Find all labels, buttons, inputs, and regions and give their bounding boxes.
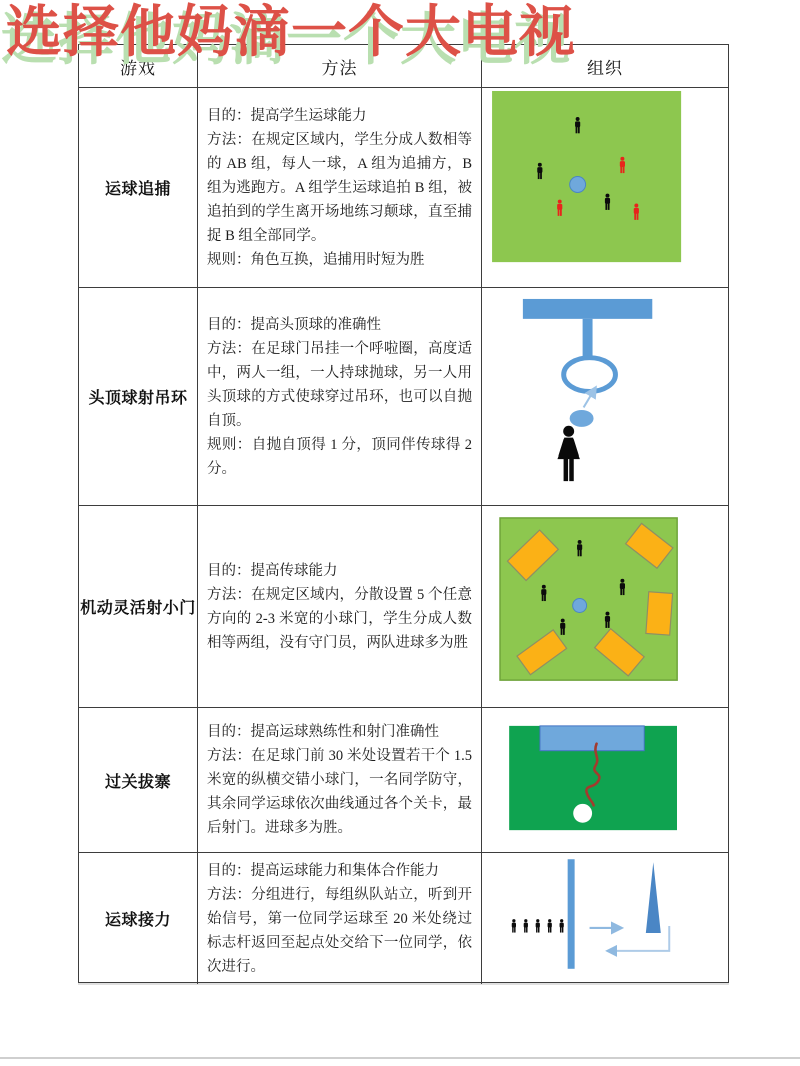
player-icon-black: [512, 919, 516, 932]
dribble-gates-diagram: [482, 708, 728, 852]
watermark-text: 选择他妈滴一个大电视: [6, 2, 576, 64]
table-row: [79, 853, 728, 984]
method-paragraph: 方法：分组进行，每组纵队站立，听到开始信号，第一位同学运球至 20 米处绕过标志杆返回至起点处交给下一位同学，依次进行。: [207, 886, 472, 975]
method-cell: [198, 853, 482, 984]
ball-icon: [570, 177, 586, 193]
method-paragraph: 目的：提高学生运球能力: [207, 107, 367, 124]
method-paragraph: 方法：在规定区域内，学生分成人数相等的 AB 组，每人一球，A 组为追捕方，B 组为逃跑方。A 组学生运球追拍 B 组，被追拍到的学生离开场地练习颠球，直至捕捉 B 组全部同学。: [207, 131, 472, 244]
table-row: [79, 88, 728, 288]
game-name-cell: [79, 506, 198, 707]
method-paragraph: 目的：提高头顶球的准确性: [207, 316, 381, 333]
game-name-cell: [79, 288, 198, 505]
game-name: 头顶球射吊环: [88, 390, 188, 407]
goal-crossbar: [523, 299, 652, 319]
hoop-header-diagram: [482, 288, 728, 505]
method-paragraph: 方法：在规定区域内，分散设置 5 个任意方向的 2-3 米宽的小球门，学生分成人数相等两组，没有守门员，两队进球多为胜: [207, 586, 472, 651]
method-cell: [198, 88, 482, 287]
method-paragraph: 目的：提高运球熟练性和射门准确性: [207, 724, 439, 740]
ball-icon: [570, 410, 594, 427]
method-cell: [198, 506, 482, 707]
method-paragraph: 目的：提高传球能力: [207, 562, 338, 579]
method-paragraph: 方法：在足球门吊挂一个呼啦圈，高度适中，两人一组，一人持球抛球，另一人用头顶球的方式使球穿过吊环，也可以自抛自顶。: [207, 340, 472, 429]
header-game: 游戏: [79, 45, 198, 87]
organization-cell: [482, 853, 728, 984]
method-paragraph: 规则：角色互换，追捕用时短为胜: [207, 251, 425, 268]
goal-area: [540, 726, 644, 751]
game-name-cell: [79, 853, 198, 984]
game-name: 运球接力: [104, 912, 171, 929]
game-name-cell: [79, 88, 198, 287]
game-name: 机动灵活射小门: [80, 600, 196, 617]
player-icon-black: [524, 919, 528, 932]
method-paragraph: 方法：在足球门前 30 米处设置若干个 1.5 米宽的纵横交错小球门，一名同学防守，其余同学运球依次曲线通过各个关卡，最后射门。进球多为胜。: [207, 748, 472, 836]
ball-icon: [573, 804, 592, 823]
cone-icon: [646, 862, 661, 933]
start-line: [568, 859, 575, 969]
table-row: [79, 288, 728, 506]
relay-diagram: [482, 853, 728, 984]
method-cell: [198, 288, 482, 505]
organization-cell: [482, 708, 728, 852]
player-icon-black: [560, 919, 564, 932]
organization-cell: [482, 88, 728, 287]
game-name: 过关拔寨: [104, 773, 171, 791]
method-paragraph: 目的：提高运球能力和集体合作能力: [207, 862, 439, 879]
table-row: [79, 708, 728, 853]
organization-cell: [482, 506, 728, 707]
hanging-post: [583, 319, 593, 357]
field-green: [492, 91, 681, 262]
header-method: 方法: [198, 45, 482, 87]
page-edge-divider: [0, 1057, 800, 1059]
mini-goal: [646, 592, 673, 635]
player-icon: [557, 426, 579, 481]
player-icon-black: [536, 919, 540, 932]
mini-goals-diagram: [482, 506, 728, 707]
games-table: [78, 44, 729, 983]
header-organization: 组织: [587, 58, 623, 78]
organization-cell: [482, 288, 728, 505]
hoop-icon: [564, 358, 616, 392]
method-cell: [198, 708, 482, 852]
player-icon-black: [548, 919, 552, 932]
method-paragraph: 规则：自抛自顶得 1 分，顶同伴传球得 2 分。: [207, 436, 472, 477]
game-name: 运球追捕: [104, 181, 171, 198]
chase-field-diagram: [482, 88, 728, 287]
game-name-cell: [79, 708, 198, 852]
table-row: [79, 506, 728, 708]
ball-icon: [573, 599, 587, 613]
